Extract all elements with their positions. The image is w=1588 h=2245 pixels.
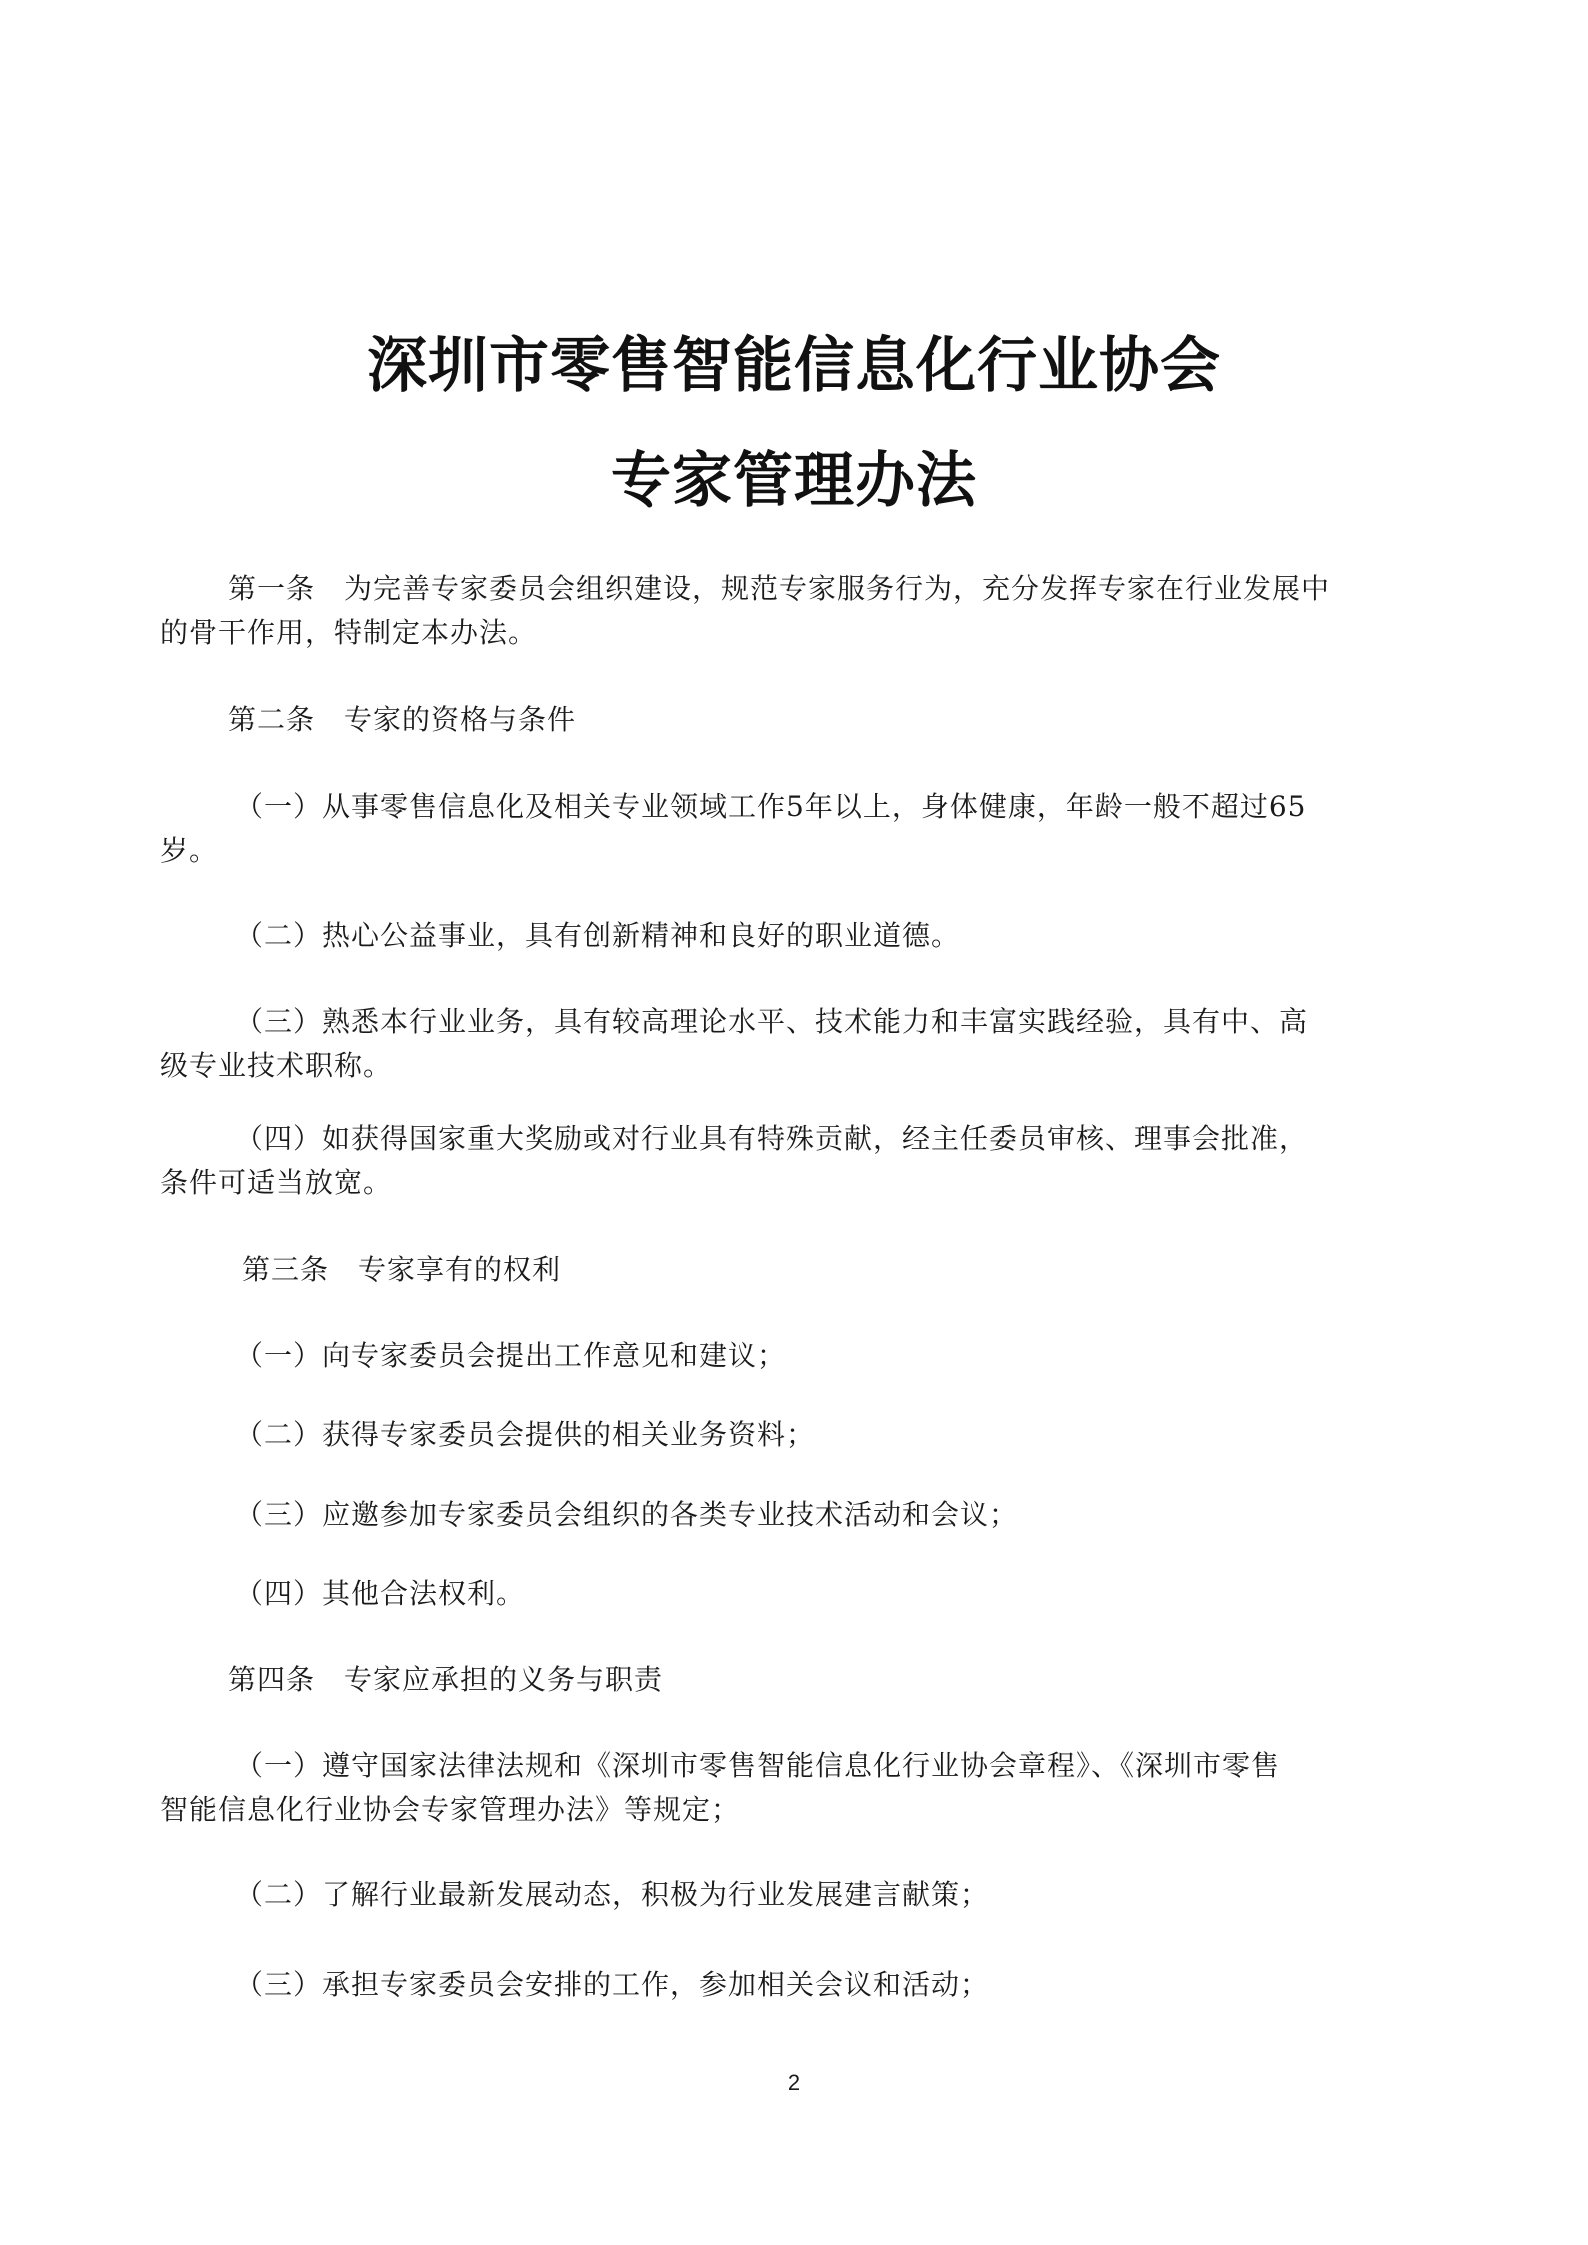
article-4-heading bbox=[160, 1658, 1428, 1702]
article-4-item-2 bbox=[160, 1873, 1428, 1917]
article-1-paragraph bbox=[160, 567, 1428, 655]
article-3-item-1 bbox=[160, 1334, 1428, 1378]
paragraph-line: 智能信息化行业协会专家管理办法》等规定； bbox=[160, 1793, 741, 1826]
paragraph-line: （一）从事零售信息化及相关专业领域工作5年以上，身体健康，年龄一般不超过65 bbox=[235, 790, 1307, 823]
paragraph-line: （一）向专家委员会提出工作意见和建议； bbox=[235, 1339, 787, 1372]
document-title-line2: 专家管理办法 bbox=[611, 446, 977, 516]
paragraph-line: （三）承担专家委员会安排的工作，参加相关会议和活动； bbox=[235, 1968, 990, 2001]
article-2-item-4 bbox=[160, 1117, 1428, 1205]
paragraph-line: （二）热心公益事业，具有创新精神和良好的职业道德。 bbox=[235, 919, 961, 952]
paragraph-line: （二）获得专家委员会提供的相关业务资料； bbox=[235, 1418, 816, 1451]
paragraph-line: 第二条 专家的资格与条件 bbox=[228, 703, 577, 736]
paragraph-line: （二）了解行业最新发展动态，积极为行业发展建言献策； bbox=[235, 1878, 990, 1911]
article-4-item-3 bbox=[160, 1963, 1428, 2007]
article-2-item-1 bbox=[160, 785, 1428, 873]
paragraph-line: （三）应邀参加专家委员会组织的各类专业技术活动和会议； bbox=[235, 1498, 1019, 1531]
paragraph-line: 条件可适当放宽。 bbox=[160, 1166, 393, 1199]
paragraph-line: 第四条 专家应承担的义务与职责 bbox=[228, 1663, 664, 1696]
paragraph-line: （三）熟悉本行业业务，具有较高理论水平、技术能力和丰富实践经验，具有中、高 bbox=[235, 1005, 1309, 1038]
article-3-item-4 bbox=[160, 1572, 1428, 1616]
article-4-item-1 bbox=[160, 1744, 1428, 1832]
page-number: 2 bbox=[787, 2070, 801, 2095]
article-3-item-2 bbox=[160, 1413, 1428, 1457]
paragraph-line: （一）遵守国家法律法规和《深圳市零售智能信息化行业协会章程》、《深圳市零售 bbox=[235, 1749, 1281, 1782]
paragraph-line: 第三条 专家享有的权利 bbox=[242, 1253, 562, 1286]
article-2-item-3 bbox=[160, 1000, 1428, 1088]
article-2-heading bbox=[160, 698, 1428, 742]
paragraph-line: 级专业技术职称。 bbox=[160, 1049, 393, 1082]
paragraph-line: 第一条 为完善专家委员会组织建设，规范专家服务行为，充分发挥专家在行业发展中 bbox=[228, 572, 1331, 605]
paragraph-line: （四）如获得国家重大奖励或对行业具有特殊贡献，经主任委员审核、理事会批准， bbox=[235, 1122, 1309, 1155]
paragraph-line: （四）其他合法权利。 bbox=[235, 1577, 526, 1610]
document-title-line1: 深圳市零售智能信息化行业协会 bbox=[367, 331, 1221, 401]
article-2-item-2 bbox=[160, 914, 1428, 958]
article-3-heading bbox=[160, 1248, 1428, 1292]
paragraph-line: 岁。 bbox=[160, 834, 219, 867]
article-3-item-3 bbox=[160, 1493, 1428, 1537]
paragraph-line: 的骨干作用，特制定本办法。 bbox=[160, 616, 538, 649]
